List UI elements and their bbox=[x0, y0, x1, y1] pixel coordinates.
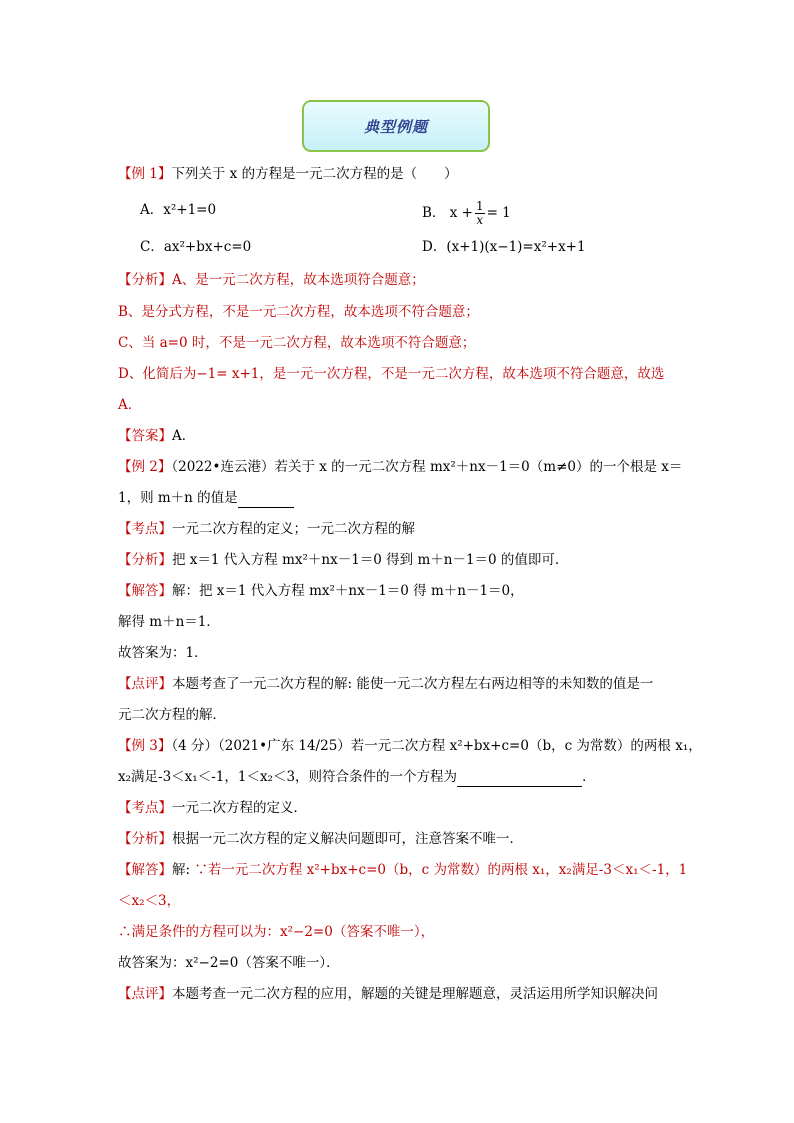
ex3-solution-line1: 【解答】解: ∵若一元二次方程 x²+bx+c=0（b，c 为常数）的两根 x₁，x₂满足-3＜x₁＜-1，1 bbox=[118, 862, 688, 878]
ex1-option-b: B． x + $\frac{1}{x}$ = 1 bbox=[422, 199, 511, 227]
ex3-solution-line3: ∴满足条件的方程可以为：x²−2=0（答案不唯一）， bbox=[118, 924, 435, 940]
ex2-solution-line2: 解得 m＋n＝1． bbox=[118, 614, 220, 630]
ex1-option-d: D．(x+1)(x−1)=x²+x+1 bbox=[422, 239, 586, 255]
ex3-solution-line2: ＜x₂＜3， bbox=[118, 893, 181, 909]
ex2-comment-line2: 元二次方程的解． bbox=[118, 707, 226, 723]
ex1-analysis-line1: 【分析】A、是一元二次方程，故本选项符合题意； bbox=[118, 272, 425, 288]
ex1-analysis-line3: C、当 a=0 时，不是一元二次方程，故本选项不符合题意； bbox=[118, 335, 476, 351]
ex3-answer-blank bbox=[457, 770, 582, 787]
ex2-question-line2: 1，则 m＋n 的值是 bbox=[118, 488, 294, 508]
section-title-box bbox=[302, 100, 490, 152]
ex1-option-b-fraction: $\frac{1}{x}$ bbox=[475, 199, 484, 227]
section-title: 典型例题 bbox=[363, 117, 428, 136]
ex2-analysis-line: 【分析】把 x＝1 代入方程 mx²＋nx－1＝0 得到 m＋n－1＝0 的值即可． bbox=[118, 552, 569, 568]
ex1-analysis-line4: D、化简后为−1= x+1，是一元一次方程，不是一元二次方程，故本选项不符合题意，故选 bbox=[118, 366, 665, 382]
ex2-answer-blank bbox=[238, 491, 294, 508]
ex1-tag: 【例 1】 bbox=[118, 166, 172, 182]
ex1-question-line bbox=[118, 164, 458, 184]
ex2-solution-line1: 【解答】解：把 x＝1 代入方程 mx²＋nx－1＝0 得 m＋n－1＝0， bbox=[118, 583, 524, 599]
ex2-comment-line1: 【点评】本题考查了一元二次方程的解: 能使一元二次方程左右两边相等的未知数的值是一 bbox=[118, 676, 654, 692]
ex2-kaodian-line: 【考点】一元二次方程的定义；一元二次方程的解 bbox=[118, 521, 415, 537]
ex3-solution-line4: 故答案为：x²−2=0（答案不唯一）． bbox=[118, 955, 340, 971]
ex3-analysis-line: 【分析】根据一元二次方程的定义解决问题即可，注意答案不唯一． bbox=[118, 831, 523, 847]
ex3-question-line2: x₂满足-3＜x₁＜-1，1＜x₂＜3，则符合条件的一个方程为 ． bbox=[118, 769, 596, 785]
ex1-analysis-line5: A． bbox=[118, 397, 142, 413]
ex2-question-line1: 【例 2】（2022•连云港）若关于 x 的一元二次方程 mx²＋nx－1＝0（m≠0）的一个根是 x＝ bbox=[118, 459, 683, 475]
ex3-kaodian-line: 【考点】一元二次方程的定义． bbox=[118, 800, 307, 816]
ex1-analysis-line2: B、是分式方程，不是一元二次方程，故本选项不符合题意； bbox=[118, 304, 479, 320]
ex1-option-a: A．x²+1=0 bbox=[140, 202, 217, 218]
ex2-solution-line3: 故答案为：1． bbox=[118, 645, 208, 661]
ex1-question: 下列关于 x 的方程是一元二次方程的是（ ） bbox=[171, 166, 458, 182]
ex3-question-line1: 【例 3】（4 分）（2021•广东 14/25）若一元二次方程 x²+bx+c=0（b，c 为常数）的两根 x₁， bbox=[118, 738, 702, 754]
ex1-answer-line: 【答案】A． bbox=[118, 428, 196, 444]
ex1-option-c: C．ax²+bx+c=0 bbox=[140, 239, 252, 255]
ex3-comment-line1: 【点评】本题考查一元二次方程的应用，解题的关键是理解题意，灵活运用所学知识解决问 bbox=[118, 986, 658, 1002]
